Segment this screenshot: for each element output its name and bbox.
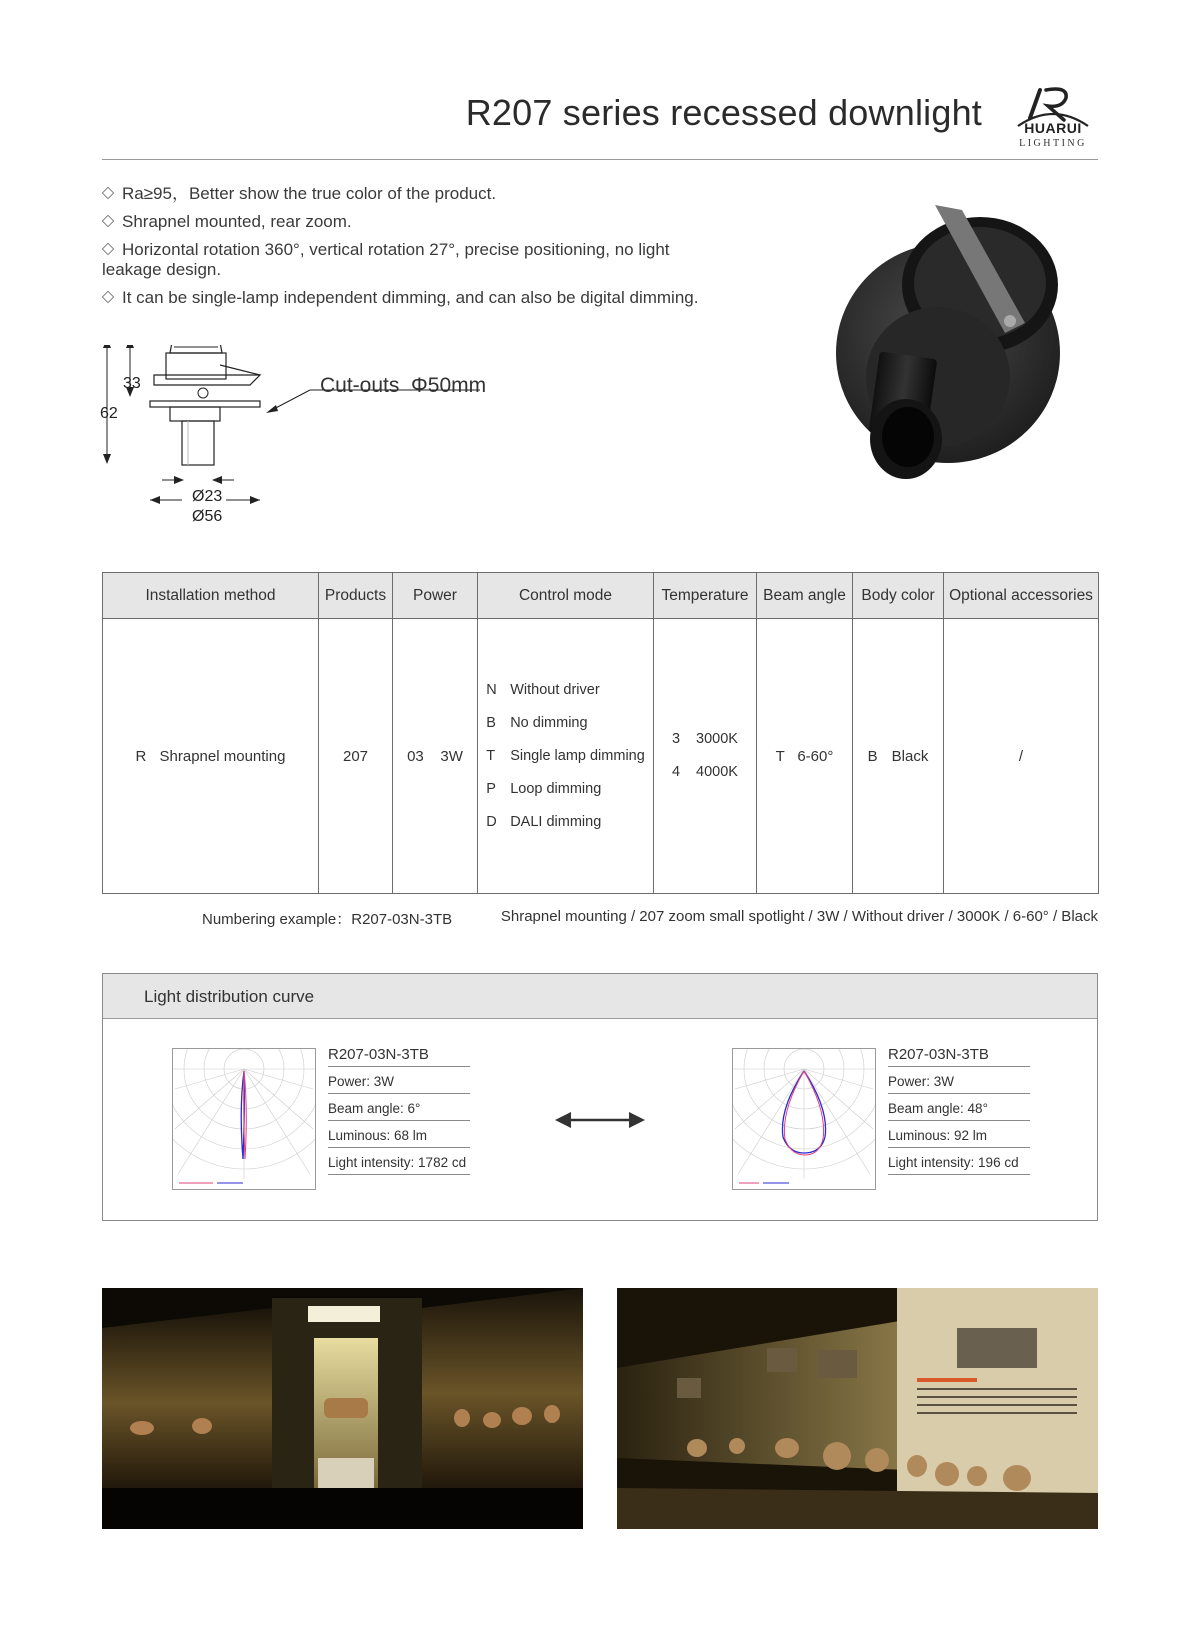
double-arrow-icon: [555, 1108, 645, 1132]
curve-luminous: Luminous: 68 lm: [328, 1121, 470, 1148]
diamond-bullet-icon: [102, 291, 114, 303]
curve-spec-narrow: [328, 1040, 470, 1175]
control-mode-item: B No dimming: [486, 714, 588, 731]
application-photo-gallery: [102, 1288, 583, 1529]
header-temperature: Temperature: [654, 573, 757, 619]
cell-accessories: /: [944, 619, 1099, 894]
dim-diameter-outer: Ø56: [192, 508, 223, 525]
curve-beam-angle: Beam angle: 48°: [888, 1094, 1030, 1121]
light-distribution-title: Light distribution curve: [144, 987, 315, 1006]
curve-model: R207-03N-3TB: [328, 1040, 470, 1067]
cell-beam-angle: T 6-60°: [757, 619, 853, 894]
header-power: Power: [393, 573, 478, 619]
temperature-item: 4 4000K: [672, 764, 738, 780]
cell-control-mode: [478, 619, 654, 894]
curve-spec-wide: [888, 1040, 1030, 1175]
feature-item: Shrapnel mounted, rear zoom.: [102, 212, 722, 232]
feature-item: It can be single-lamp independent dimming, and can also be digital dimming.: [102, 288, 722, 308]
header-control-mode: Control mode: [478, 573, 654, 619]
control-mode-item: D DALI dimming: [486, 813, 602, 830]
feature-item: Ra≥95，Better show the true color of the product.: [102, 184, 722, 204]
header-accessories: Optional accessories: [944, 573, 1099, 619]
table-row: [103, 619, 1099, 894]
diamond-bullet-icon: [102, 215, 114, 227]
cell-installation: R Shrapnel mounting: [103, 619, 319, 894]
cell-body-color: B Black: [853, 619, 944, 894]
feature-item: Horizontal rotation 360°, vertical rotation 27°, precise positioning, no light leakage design.: [102, 240, 670, 279]
product-photo: [830, 205, 1100, 495]
logo-sub-text: LIGHTING: [1019, 138, 1087, 149]
dim-height-upper: 33: [123, 375, 141, 392]
curve-power: Power: 3W: [328, 1067, 470, 1094]
header-body-color: Body color: [853, 573, 944, 619]
table-header-row: [103, 573, 1099, 619]
header-installation: Installation method: [103, 573, 319, 619]
dim-diameter-inner: Ø23: [192, 488, 223, 505]
numbering-description: Shrapnel mounting / 207 zoom small spotlight / 3W / Without driver / 3000K / 6-60° / Black: [500, 908, 1098, 925]
cutout-label: Cut-outs: [320, 374, 400, 397]
cutout-spec: [320, 374, 486, 398]
cell-power: 03 3W: [393, 619, 478, 894]
numbering-code: Numbering example：R207-03N-3TB: [202, 911, 453, 928]
polar-curve-narrow: [172, 1048, 316, 1190]
product-code-table: [102, 572, 1099, 894]
header-products: Products: [319, 573, 393, 619]
diamond-bullet-icon: [102, 243, 114, 255]
header-divider: [102, 159, 1098, 160]
dim-height-total: 62: [100, 405, 118, 422]
header-beam-angle: Beam angle: [757, 573, 853, 619]
feature-list: [102, 184, 722, 316]
curve-model: R207-03N-3TB: [888, 1040, 1030, 1067]
cutout-value: Φ50mm: [411, 374, 487, 397]
temperature-item: 3 3000K: [672, 731, 738, 747]
control-mode-item: T Single lamp dimming: [486, 747, 645, 764]
curve-power: Power: 3W: [888, 1067, 1030, 1094]
page-title: R207 series recessed downlight: [465, 92, 982, 133]
cell-temperature: [654, 619, 757, 894]
control-mode-item: P Loop dimming: [486, 780, 602, 797]
curve-intensity: Light intensity: 1782 cd: [328, 1148, 470, 1175]
application-photo-exhibit: [617, 1288, 1098, 1529]
control-mode-item: N Without driver: [486, 681, 600, 698]
polar-curve-wide: [732, 1048, 876, 1190]
cell-product: 207: [319, 619, 393, 894]
curve-luminous: Luminous: 92 lm: [888, 1121, 1030, 1148]
curve-beam-angle: Beam angle: 6°: [328, 1094, 470, 1121]
diamond-bullet-icon: [102, 187, 114, 199]
curve-intensity: Light intensity: 196 cd: [888, 1148, 1030, 1175]
logo-brand-text: HUARUI: [1024, 120, 1082, 136]
